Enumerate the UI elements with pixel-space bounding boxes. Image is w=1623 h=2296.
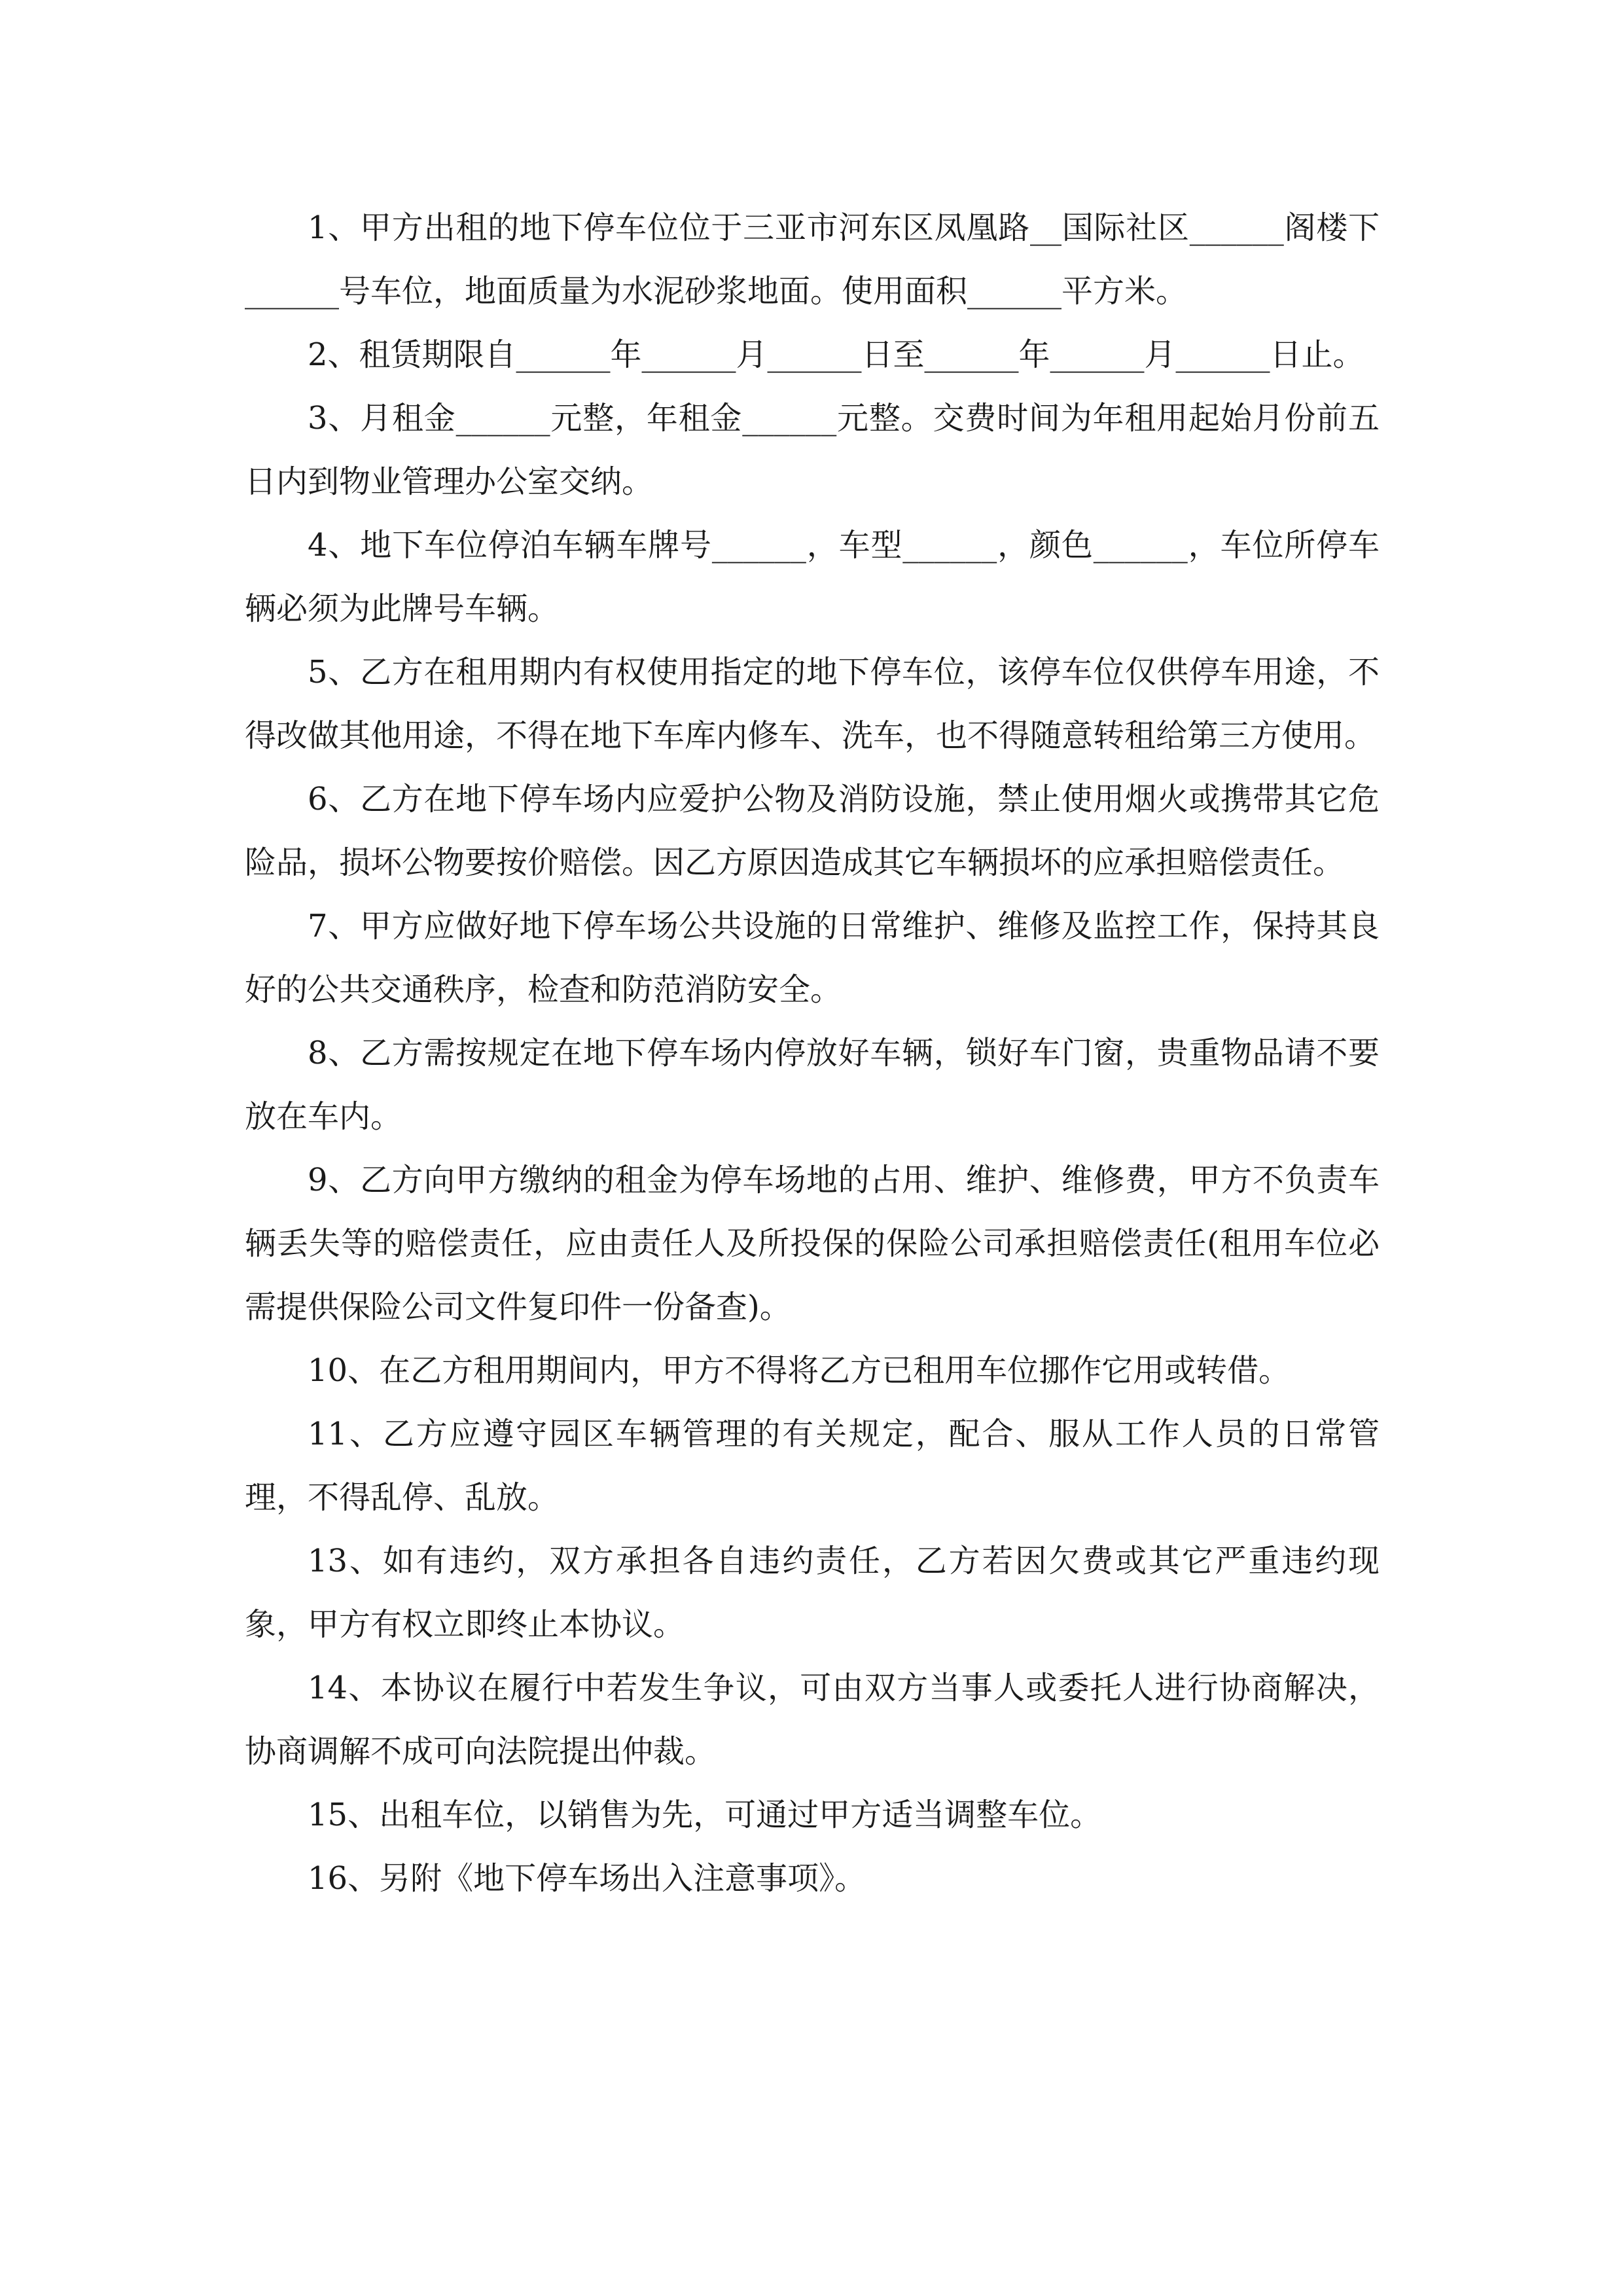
clause-3: 3、月租金______元整，年租金______元整。交费时间为年租用起始月份前五日内到物业管理办公室交纳。	[245, 400, 1380, 500]
clause-2: 2、租赁期限自______年______月______日至______年______月______日止。	[308, 336, 1364, 373]
clause-16: 16、另附《地下停车场出入注意事项》。	[308, 1860, 866, 1897]
clause-5: 5、乙方在租用期内有权使用指定的地下停车位，该停车位仅供停车用途，不得改做其他用途，不得在地下车库内修车、洗车，也不得随意转租给第三方使用。	[245, 654, 1380, 754]
clause-13: 13、如有违约，双方承担各自违约责任，乙方若因欠费或其它严重违约现象，甲方有权立即终止本协议。	[245, 1543, 1380, 1643]
clause-8: 8、乙方需按规定在地下停车场内停放好车辆，锁好车门窗，贵重物品请不要放在车内。	[245, 1035, 1380, 1135]
clause-15: 15、出租车位，以销售为先，可通过甲方适当调整车位。	[308, 1797, 1102, 1833]
clause-9: 9、乙方向甲方缴纳的租金为停车场地的占用、维护、维修费，甲方不负责车辆丢失等的赔偿责任，应由责任人及所投保的保险公司承担赔偿责任(租用车位必需提供保险公司文件复印件一份备查)。	[245, 1162, 1380, 1325]
clause-14: 14、本协议在履行中若发生争议，可由双方当事人或委托人进行协商解决，协商调解不成可向法院提出仲裁。	[245, 1670, 1380, 1770]
clause-7: 7、甲方应做好地下停车场公共设施的日常维护、维修及监控工作，保持其良好的公共交通秩序，检查和防范消防安全。	[245, 908, 1380, 1008]
clause-11: 11、乙方应遵守园区车辆管理的有关规定，配合、服从工作人员的日常管理，不得乱停、乱放。	[245, 1416, 1380, 1516]
contract-body	[245, 196, 1380, 1910]
clause-4: 4、地下车位停泊车辆车牌号______，车型______，颜色______，车位所停车辆必须为此牌号车辆。	[245, 527, 1380, 627]
clause-1: 1、甲方出租的地下停车位位于三亚市河东区凤凰路__国际社区______阁楼下______号车位，地面质量为水泥砂浆地面。使用面积______平方米。	[245, 209, 1380, 310]
clause-6: 6、乙方在地下停车场内应爱护公物及消防设施，禁止使用烟火或携带其它危险品，损坏公物要按价赔偿。因乙方原因造成其它车辆损坏的应承担赔偿责任。	[245, 781, 1380, 881]
clause-10: 10、在乙方租用期间内，甲方不得将乙方已租用车位挪作它用或转借。	[308, 1352, 1291, 1389]
